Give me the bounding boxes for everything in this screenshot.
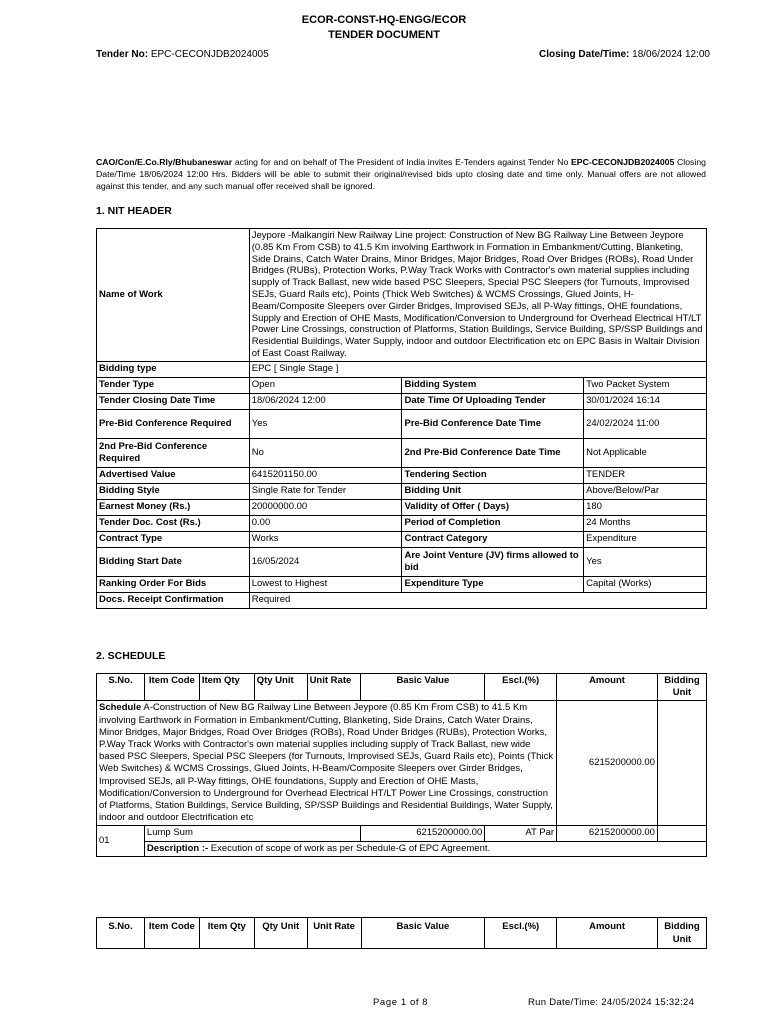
nit-label: Date Time Of Uploading Tender <box>402 393 584 409</box>
nit-value: Lowest to Highest <box>249 576 402 592</box>
column-header: Basic Value <box>361 674 485 701</box>
nit-row <box>97 515 707 531</box>
bidding-type-value: EPC [ Single Stage ] <box>249 361 706 377</box>
nit-value: 24 Months <box>584 515 707 531</box>
nit-label: Validity of Offer ( Days) <box>402 499 584 515</box>
nit-value: Works <box>249 531 402 547</box>
nit-value: Single Rate for Tender <box>249 483 402 499</box>
column-header: Escl.(%) <box>485 918 557 949</box>
schedule-table <box>96 673 707 857</box>
bidding-type-label: Bidding type <box>97 361 250 377</box>
nit-row-bidding-type <box>97 361 707 377</box>
schedule-group-description <box>97 701 557 826</box>
column-header: Basic Value <box>361 918 485 949</box>
nit-row <box>97 438 707 467</box>
item-description <box>144 841 706 856</box>
column-header: Unit Rate <box>307 674 361 701</box>
column-header: Unit Rate <box>307 918 361 949</box>
nit-label: Period of Completion <box>402 515 584 531</box>
nit-row-name-of-work <box>97 229 707 362</box>
document-org-code: ECOR-CONST-HQ-ENGG/ECOR <box>301 14 467 26</box>
schedule-2-header-row <box>97 918 707 949</box>
nit-header-title: 1. NIT HEADER <box>96 205 172 217</box>
nit-value: Capital (Works) <box>584 576 707 592</box>
tender-number-value: EPC-CECONJDB2024005 <box>150 49 269 60</box>
column-header: Qty Unit <box>254 674 307 701</box>
nit-value: 18/06/2024 12:00 <box>249 393 402 409</box>
column-header: Amount <box>557 674 658 701</box>
item-description-label: Description :- <box>146 842 209 854</box>
nit-label: Are Joint Venture (JV) firms allowed to bid <box>402 547 584 576</box>
nit-value: Expenditure <box>584 531 707 547</box>
nit-row <box>97 531 707 547</box>
closing-date-value: 18/06/2024 12:00 <box>632 49 710 60</box>
nit-row <box>97 393 707 409</box>
schedule-group-label: Schedule <box>99 702 142 714</box>
schedule-title: 2. SCHEDULE <box>96 650 166 662</box>
item-description-text: Execution of scope of work as per Schedule-G of EPC Agreement. <box>208 842 491 854</box>
intro-paragraph <box>96 156 706 192</box>
column-header: Item Code <box>144 918 199 949</box>
nit-label: Pre-Bid Conference Date Time <box>402 409 584 438</box>
nit-label: Bidding Unit <box>402 483 584 499</box>
nit-label: Earnest Money (Rs.) <box>97 499 250 515</box>
nit-value: Two Packet System <box>584 377 707 393</box>
nit-row <box>97 547 707 576</box>
nit-label: 2nd Pre-Bid Conference Date Time <box>402 438 584 467</box>
nit-label: Tender Doc. Cost (Rs.) <box>97 515 250 531</box>
closing-date-label: Closing Date/Time: <box>538 49 630 60</box>
nit-value: 6415201150.00 <box>249 467 402 483</box>
nit-value: 30/01/2024 16:14 <box>584 393 707 409</box>
table-row <box>97 826 707 841</box>
nit-label: Tender Type <box>97 377 250 393</box>
nit-row <box>97 483 707 499</box>
nit-value: Not Applicable <box>584 438 707 467</box>
document-title: TENDER DOCUMENT <box>328 29 440 41</box>
nit-label: Ranking Order For Bids <box>97 576 250 592</box>
nit-value: Open <box>249 377 402 393</box>
nit-label: Bidding System <box>402 377 584 393</box>
nit-label: Expenditure Type <box>402 576 584 592</box>
docs-receipt-value: Required <box>249 592 706 608</box>
nit-value: 16/05/2024 <box>249 547 402 576</box>
schedule-table-2 <box>96 917 707 949</box>
column-header: Escl.(%) <box>485 674 557 701</box>
item-code: Lump Sum <box>144 826 361 841</box>
tender-number-label: Tender No: <box>96 49 149 60</box>
column-header: Item Qty <box>199 918 254 949</box>
nit-row <box>97 377 707 393</box>
run-date-time: Run Date/Time: 24/05/2024 15:32:24 <box>528 997 695 1008</box>
name-of-work-value: Jeypore -Malkangiri New Railway Line project: Construction of New BG Railway Line Between Jeypore (0.85 Km From CSB) to 41.5 Km involving Earthwork in Formation in Embankment/Cutting, Blanketing, Side Drains, Catch Water Drains, Minor Bridges, Major Bridges, Road Over Bridges (ROBs), Road Under Bridges (RUBs), Protection Works, P.Way Track Works with Contractor's own material supplies including supply of Track Ballast, new wide based PSC Sleepers, Special PSC Sleepers (for Turnouts, Improvised SEJs, Guard Rails etc), Points (Thick Web Switches) & WCMS Crossings, Glued Joints, H-Beam/Composite Sleepers over Girder Bridges, Improvised SEJs, all P-Way fittings, OHE foundations, Supply and Erection of OHE Masts, Modification/Conversion to Underground for Overhead Electrical HT/LT Power Line Crossings, construction of Platforms, Station Buildings, Service Building, SP/SSP Buildings and Residential Buildings, Water Supply, indoor and outdoor Electrification etc on EPC Basis in Waltair Division of East Coast Railway. <box>249 229 706 362</box>
nit-label: 2nd Pre-Bid Conference Required <box>97 438 250 467</box>
column-header: Item Code <box>144 674 199 701</box>
tender-number <box>96 49 269 60</box>
column-header: Bidding Unit <box>657 918 706 949</box>
schedule-group-amount: 6215200000.00 <box>557 701 658 826</box>
intro-tender-no: EPC-CECONJDB2024005 <box>570 157 675 167</box>
nit-value: 24/02/2024 11:00 <box>584 409 707 438</box>
page-number: Page 1 of 8 <box>373 997 429 1008</box>
intro-org: CAO/Con/E.Co.Rly/Bhubaneswar <box>96 157 233 167</box>
item-description-row <box>97 841 707 856</box>
item-basic-value: 6215200000.00 <box>361 826 485 841</box>
schedule-header-row <box>97 674 707 701</box>
nit-row-docs-receipt <box>97 592 707 608</box>
nit-value: Yes <box>584 547 707 576</box>
nit-label: Bidding Start Date <box>97 547 250 576</box>
nit-value: 0.00 <box>249 515 402 531</box>
nit-row <box>97 499 707 515</box>
nit-value: Yes <box>249 409 402 438</box>
item-amount: 6215200000.00 <box>557 826 658 841</box>
intro-text-2: Closing Date/Time 18/06/2024 12:00 Hrs. Bidders will be able to submit their original/revised bids upto closing date and time only. Manual offers are not allowed against this tender, and any such manual offer received shall be ignored. <box>96 157 706 191</box>
nit-label: Contract Category <box>402 531 584 547</box>
docs-receipt-label: Docs. Receipt Confirmation <box>97 592 250 608</box>
column-header: S.No. <box>97 674 145 701</box>
column-header: Amount <box>557 918 658 949</box>
nit-label: Tendering Section <box>402 467 584 483</box>
nit-row <box>97 409 707 438</box>
column-header: Bidding Unit <box>657 674 706 701</box>
nit-label: Advertised Value <box>97 467 250 483</box>
nit-value: 20000000.00 <box>249 499 402 515</box>
nit-value: TENDER <box>584 467 707 483</box>
nit-label: Contract Type <box>97 531 250 547</box>
schedule-group-row <box>97 701 707 826</box>
item-sno: 01 <box>97 826 145 856</box>
nit-header-table <box>96 228 707 609</box>
column-header: Item Qty <box>199 674 254 701</box>
intro-text-1: acting for and on behalf of The President of India invites E-Tenders against Tender No <box>232 157 571 167</box>
item-escalation: AT Par <box>485 826 557 841</box>
nit-value: 180 <box>584 499 707 515</box>
item-bidding-unit <box>657 826 706 841</box>
nit-value: Above/Below/Par <box>584 483 707 499</box>
schedule-group-text: A-Construction of New BG Railway Line Between Jeypore (0.85 Km From CSB) to 41.5 Km involving Earthwork in Formation in Embankment/Cutting, Blanketing, Side Drains, Catch Water Drains, Minor Bridges, Major Bridges, Road Over Bridges (ROBs), Road Under Bridges (RUBs), Protection Works, P.Way Track Works with Contractor's own material supplies including supply of Track Ballast, new wide based PSC Sleepers, Special PSC Sleepers (for Turnouts, Improvised SEJs, Guard Rails etc), Points (Thick Web Switches) & WCMS Crossings, Glued Joints, H-Beam/Composite Sleepers over Girder Bridges, Improvised SEJs, all P-Way fittings, OHE foundations, Supply and Erection of OHE Masts, Modification/Conversion to Underground for Overhead Electrical HT/LT Power Line Crossings, construction of Platforms, Station Buildings, Service Building, SP/SSP Buildings and Residential Buildings, Water Supply, indoor and outdoor Electrification etc <box>99 702 554 824</box>
nit-label: Tender Closing Date Time <box>97 393 250 409</box>
name-of-work-label: Name of Work <box>97 229 250 362</box>
closing-date-time <box>539 49 710 60</box>
nit-row <box>97 467 707 483</box>
nit-label: Bidding Style <box>97 483 250 499</box>
nit-label: Pre-Bid Conference Required <box>97 409 250 438</box>
nit-row <box>97 576 707 592</box>
column-header: S.No. <box>97 918 145 949</box>
column-header: Qty Unit <box>254 918 307 949</box>
schedule-group-bidding-unit <box>657 701 706 826</box>
nit-value: No <box>249 438 402 467</box>
